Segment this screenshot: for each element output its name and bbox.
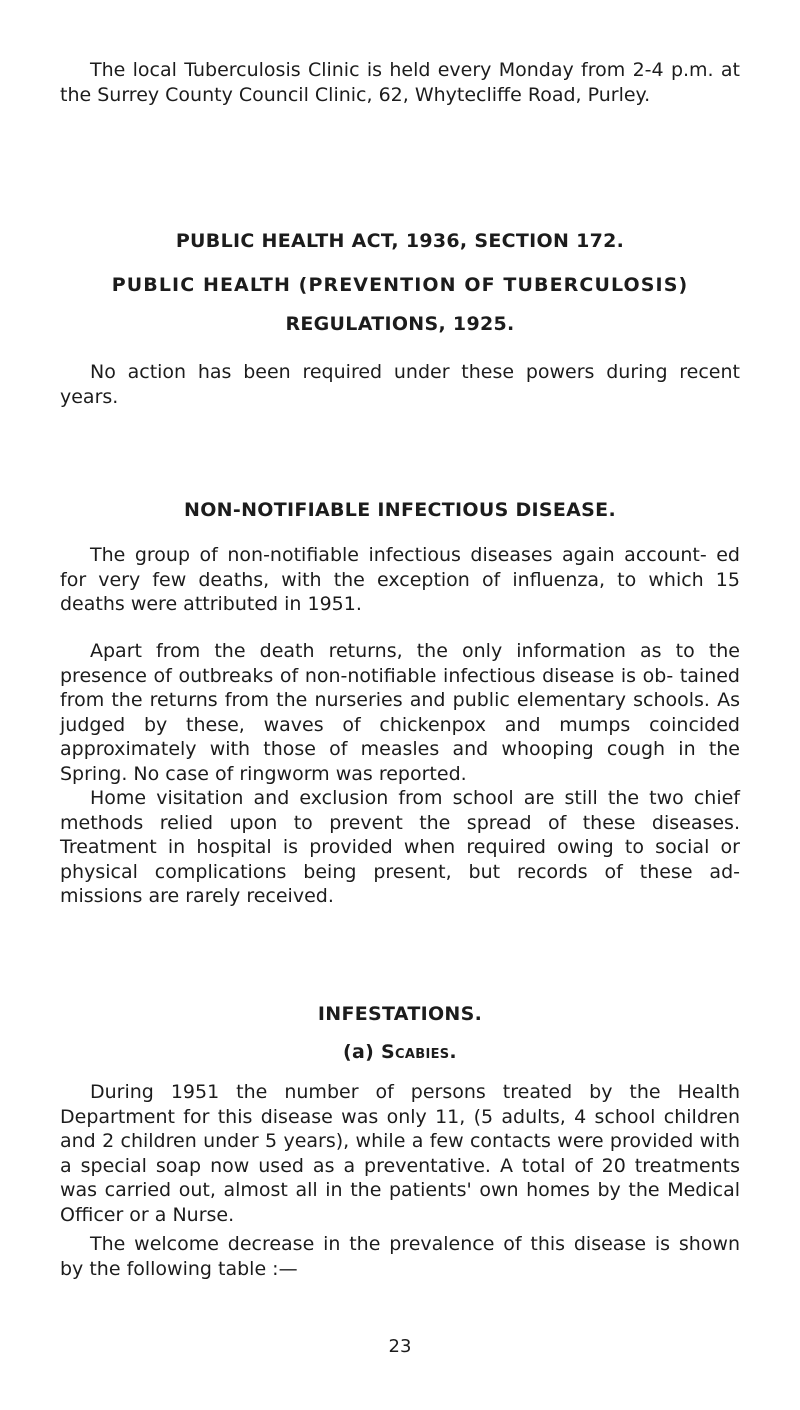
clinic-paragraph: The local Tuberculosis Clinic is held every Monday from 2-4 p.m. at the Surrey County Council Clinic, 62, Whytecliffe Road, Purley. xyxy=(60,59,740,106)
nonnotifiable-heading: NON-NOTIFIABLE INFECTIOUS DISEASE. xyxy=(184,499,616,521)
infestations-heading: INFESTATIONS. xyxy=(317,1003,483,1025)
scabies-paragraph-2: The welcome decrease in the prevalence of this disease is shown by the following table :— xyxy=(60,1233,740,1280)
nonnotifiable-paragraph-2: Apart from the death returns, the only information as to the presence of outbreaks of non-notifiable infectious disease is ob- tained from the returns from the nurseries and public elementary schools. As judged by these, waves of chickenpox and mumps coincided approximately with those of measles and whooping cough in the Spring. No case of ringworm was reported. xyxy=(60,640,740,785)
scabies-prefix: (a) xyxy=(343,1041,375,1063)
regulations-heading-line1: PUBLIC HEALTH (PREVENTION OF TUBERCULOSIS) xyxy=(111,274,689,296)
document-page xyxy=(60,0,740,1410)
scabies-subheading xyxy=(60,1040,740,1064)
no-action-paragraph: No action has been required under these powers during recent years. xyxy=(60,361,740,408)
act-heading: PUBLIC HEALTH ACT, 1936, SECTION 172. xyxy=(175,230,625,252)
regulations-heading-line2: REGULATIONS, 1925. xyxy=(285,313,515,335)
nonnotifiable-paragraph-3: Home visitation and exclusion from school are still the two chief methods relied upon to prevent the spread of these diseases. Treatment in hospital is provided when required owing to social or physical complications being present, but records of these ad- missions are rarely received. xyxy=(60,787,740,907)
scabies-title: Scabies. xyxy=(381,1041,457,1063)
page-number: 23 xyxy=(388,1336,412,1357)
nonnotifiable-paragraph-1: The group of non-notifiable infectious diseases again account- ed for very few deaths, with the exception of influenza, to which 15 deaths were attributed in 1951. xyxy=(60,544,740,615)
scabies-paragraph-1: During 1951 the number of persons treated by the Health Department for this disease was only 11, (5 adults, 4 school children and 2 children under 5 years), while a few contacts were provided with a special soap now used as a preventative. A total of 20 treatments was carried out, almost all in the patients' own homes by the Medical Officer or a Nurse. xyxy=(60,1081,740,1226)
